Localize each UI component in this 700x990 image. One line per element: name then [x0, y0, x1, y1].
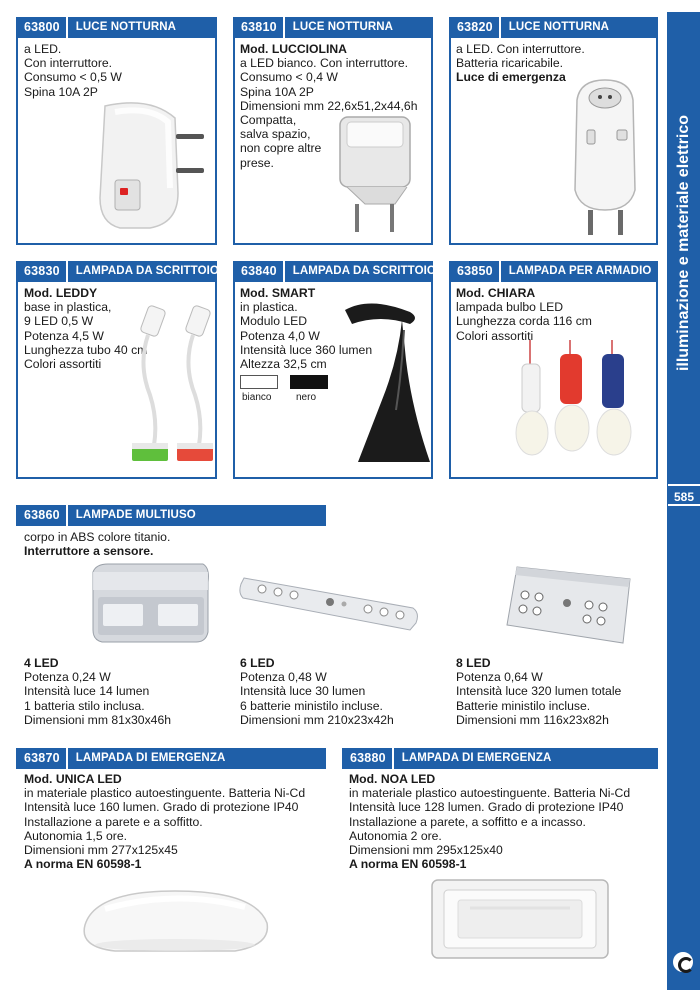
card-header: [16, 261, 217, 282]
product-code: 63880: [342, 748, 394, 769]
product-description: Mod. UNICA LED in materiale plastico autoestinguente. Batteria Ni-Cd Intensità luce 160 lumen. Grado di protezione IP40 Installazione a parete e a soffitto. Autonomia 1,5 ore. Dimensioni mm 277x125x45 A norma EN 60598-1: [24, 772, 306, 872]
product-description: a LED. Con interruttore. Batteria ricaricabile. Luce di emergenza: [456, 42, 585, 85]
multiuse-lamp-6led-image: [238, 568, 423, 638]
product-title: LUCE NOTTURNA: [508, 21, 610, 33]
product-title: LAMPADA PER ARMADIO: [508, 265, 652, 277]
product-card-63870: [16, 748, 326, 768]
color-swatch-black: [290, 375, 328, 389]
product-code: 63870: [16, 748, 68, 769]
product-description: corpo in ABS colore titanio. Interruttore a sensore.: [24, 530, 171, 559]
card-header: [449, 261, 658, 282]
card-header: [342, 748, 658, 769]
product-code: 63810: [233, 17, 285, 38]
product-title: LAMPADA DI EMERGENZA: [75, 752, 226, 764]
desk-lamp-red-image: [175, 305, 215, 465]
product-title: LAMPADA DA SCRITTOIO: [292, 265, 436, 277]
smart-desk-lamp-image: [340, 300, 435, 470]
emergency-lamp-noa-image: [430, 878, 610, 960]
wardrobe-bulbs-image: [510, 340, 655, 465]
product-description: a LED. Con interruttore. Consumo < 0,5 W Spina 10A 2P: [24, 42, 122, 99]
multiuse-lamp-4led-image: [88, 562, 213, 647]
card-header: [233, 261, 436, 282]
multiuse-lamp-8led-image: [505, 565, 635, 645]
product-title: LUCE NOTTURNA: [75, 21, 177, 33]
emergency-lamp-unica-image: [75, 885, 275, 957]
card-header: [449, 17, 658, 38]
brand-logo-icon: [671, 950, 695, 974]
color-label-white: bianco: [242, 392, 272, 403]
emergency-night-light-image: [565, 80, 650, 240]
desk-lamp-green-image: [130, 305, 170, 465]
product-code: 63820: [449, 17, 501, 38]
product-code: 63850: [449, 261, 501, 282]
product-code: 63860: [16, 505, 68, 526]
product-description: Mod. NOA LED in materiale plastico autoestinguente. Batteria Ni-Cd Intensità luce 128 lumen. Grado di protezione IP40 Installazione a parete, a soffitto e a incasso. Autonomia 2 ore. Dimensioni mm 295x125x40 A norma EN 60598-1: [349, 772, 631, 872]
mini-night-light-image: [335, 112, 425, 237]
color-swatch-white: [240, 375, 278, 389]
variant-8led: 8 LED Potenza 0,64 W Intensità luce 320 lumen totale Batterie ministilo incluse. Dimensioni mm 116x23x82h: [456, 656, 622, 727]
product-card-63860: [16, 505, 326, 525]
night-light-plug-image: [90, 98, 205, 233]
product-code: 63830: [16, 261, 68, 282]
card-header: [233, 17, 433, 38]
variant-4led: 4 LED Potenza 0,24 W Intensità luce 14 lumen 1 batteria stilo inclusa. Dimensioni mm 81x30x46h: [24, 656, 171, 727]
product-code: 63840: [233, 261, 285, 282]
page-number: 585: [668, 484, 700, 506]
card-header: [16, 505, 326, 526]
color-label-black: nero: [296, 392, 317, 403]
product-title: LAMPADA DA SCRITTOIO: [75, 265, 219, 277]
product-description: Mod. SMART in plastica. Modulo LED Potenza 4,0 W Intensità luce 360 lumen Altezza 32,5 cm: [240, 286, 373, 372]
product-title: LAMPADE MULTIUSO: [75, 509, 196, 521]
variant-6led: 6 LED Potenza 0,48 W Intensità luce 30 lumen 6 batterie ministilo incluse. Dimensioni mm 210x23x42h: [240, 656, 394, 727]
product-code: 63800: [16, 17, 68, 38]
product-description: Mod. CHIARA lampada bulbo LED Lunghezza corda 116 cm Colori assortiti: [456, 286, 592, 343]
product-description: Mod. LUCCIOLINA a LED bianco. Con interruttore. Consumo < 0,4 W Spina 10A 2P Dimensioni mm 22,6x51,2x44,6h Compatta, salva spazio, non copre altre prese.: [240, 42, 418, 170]
card-header: [16, 748, 326, 769]
card-header: [16, 17, 217, 38]
product-title: LUCE NOTTURNA: [292, 21, 394, 33]
product-title: LAMPADA DI EMERGENZA: [401, 752, 552, 764]
product-description: Mod. LEDDY base in plastica, 9 LED 0,5 W Potenza 4,5 W Lunghezza tubo 40 cm Colori assortiti: [24, 286, 148, 372]
category-label: illuminazione e materiale elettrico: [675, 114, 692, 372]
product-card-63880: [342, 748, 658, 768]
